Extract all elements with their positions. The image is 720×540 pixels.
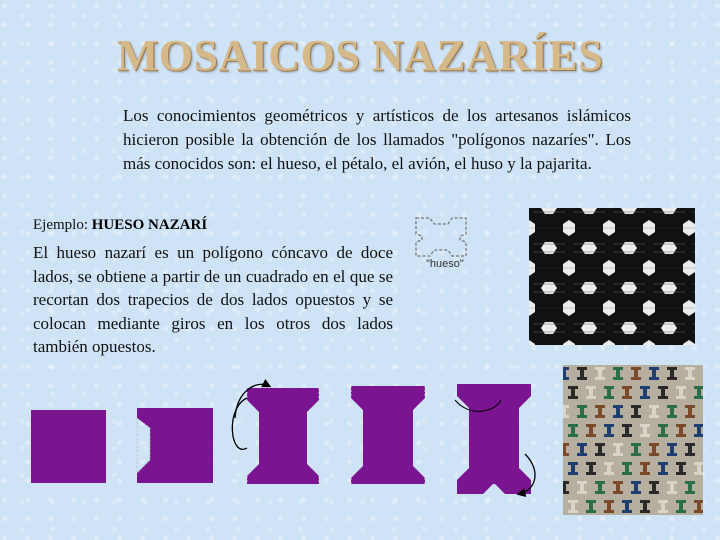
bone-outline-diagram (410, 212, 472, 260)
page-title: MOSAICOS NAZARÍES (116, 31, 604, 80)
step-final-bone (457, 384, 531, 494)
example-name: HUESO NAZARÍ (91, 217, 208, 233)
bone-description: El hueso nazarí es un polígono cóncavo de doce lados, se obtiene a partir de un cuadrado en el que se recortan dos trapecios de dos lados opuestos y se colocan mediante giros en los otros dos lados también opuestos. (33, 243, 393, 356)
step-square (31, 410, 106, 483)
step-rotate-2 (351, 386, 425, 484)
bone-construction-steps (25, 378, 545, 498)
bone-tessellation-bw (529, 208, 695, 345)
intro-paragraph: Los conocimientos geométricos y artísticos de los artesanos islámicos hicieron posible la obtención de los llamados "polígonos nazaríes". Los más conocidos son: el hueso, el pétalo, el avión, el huso y la pajarita. (123, 106, 631, 173)
example-prefix: Ejemplo: (33, 217, 92, 233)
step-rotate-1 (247, 388, 319, 484)
step-cut-trapezoid (137, 408, 213, 483)
bone-tessellation-color (563, 365, 703, 515)
example-heading (33, 217, 393, 234)
diagram-caption: "hueso" (426, 258, 464, 270)
